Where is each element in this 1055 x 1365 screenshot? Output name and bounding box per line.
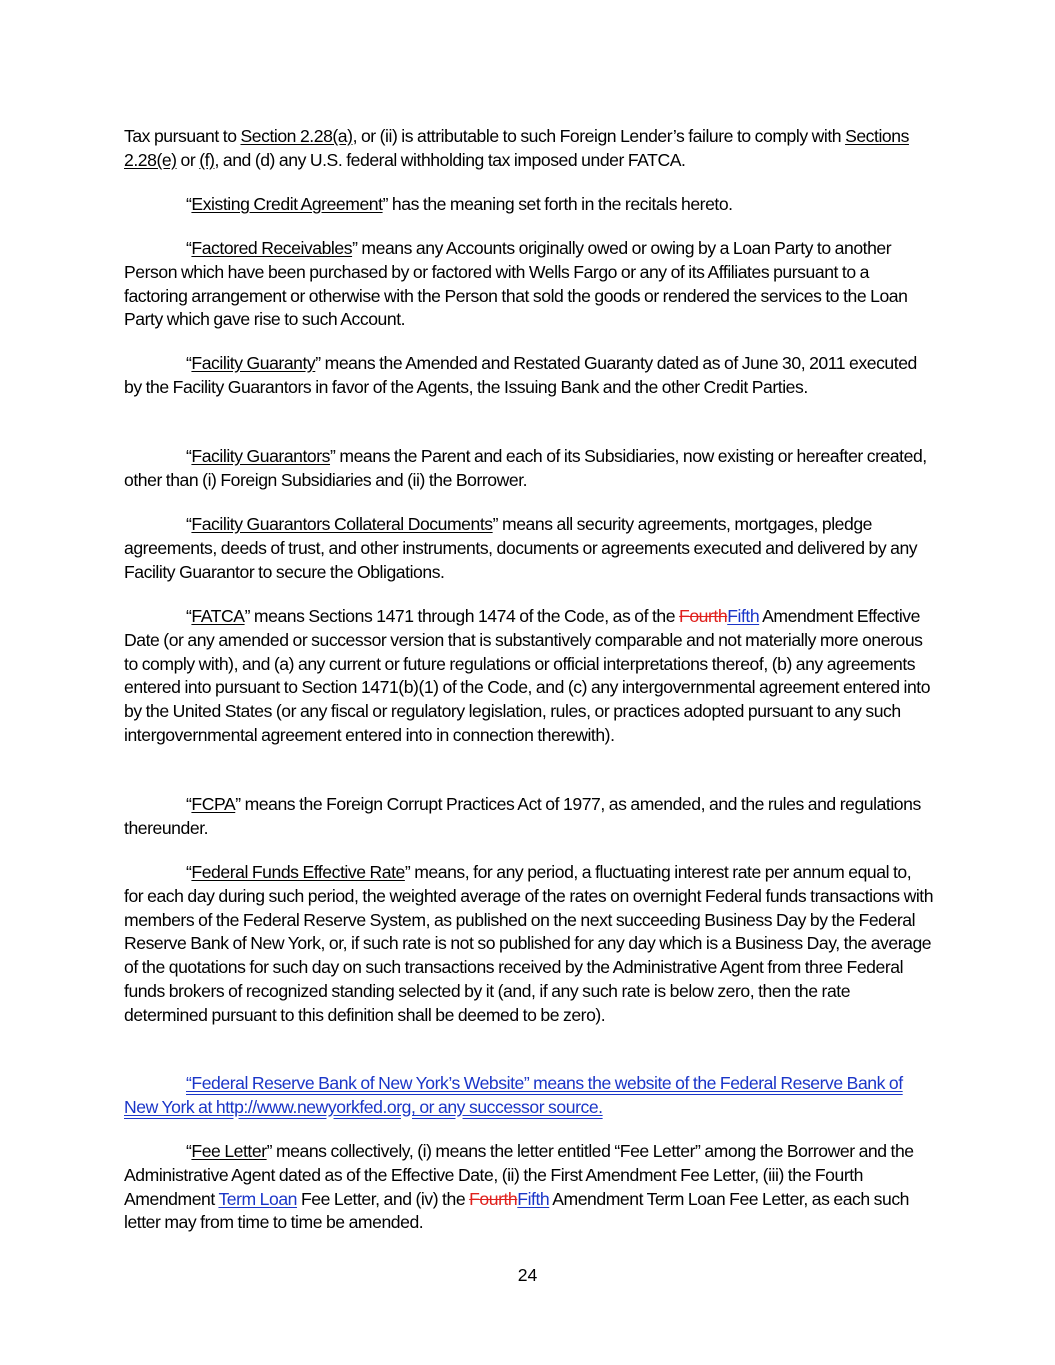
- inserted-text: Fifth: [517, 1188, 550, 1209]
- defined-term: Facility Guarantors: [191, 446, 331, 466]
- deleted-text: Fourth: [469, 1188, 518, 1209]
- defined-term: FATCA: [191, 606, 245, 626]
- inserted-definition-text: “Federal Reserve Bank of New York’s Website” means the website of the Federal Reserve Bank of New York at http://www.newyorkfed.org, or any successor source.: [124, 1073, 903, 1117]
- cross-reference-sections-2-28e[interactable]: Sections 2.28(e): [124, 126, 909, 170]
- definition-text: ” means, for any period, a fluctuating interest rate per annum equal to, for each day during such period, the weighted average of the rates on overnight Federal funds transactions with members of the Federal Reserve System, as published on the next succeeding Business Day by the Federal Reserve Bank of New York, or, if such rate is not so published for any day which is a Business Day, the average of the quotations for such day on such transactions received by the Administrative Agent from three Federal funds brokers of recognized standing selected by it (and, if any such rate is below zero, then the rate determined pursuant to this definition shall be deemed to be zero).: [124, 862, 934, 1025]
- quote: “: [186, 238, 192, 258]
- definition-text: ” means all security agreements, mortgages, pledge agreements, deeds of trust, and other instruments, documents or agreements executed and delivered by any Facility Guarantor to secure the Obligations.: [124, 514, 918, 582]
- text: , or (ii) is attributable to such Foreign Lender’s failure to comply with: [352, 126, 846, 146]
- quote: “: [186, 446, 192, 466]
- definition-text: Fee Letter, and (iv) the: [297, 1188, 470, 1209]
- quote: “: [186, 353, 192, 373]
- definition-federal-reserve-bank-website-inserted: [124, 1072, 934, 1120]
- quote: “: [186, 606, 192, 626]
- quote: “: [186, 794, 192, 814]
- definition-text: ” means collectively, (i) means the letter entitled “Fee Letter” among the Borrower and the Administrative Agent dated as of the Effective Date, (ii) the First Amendment Fee Letter, (iii) the Fourth Amendment: [124, 1141, 914, 1209]
- definition-text: Amendment Effective Date (or any amended or successor version that is substantively comparable and not materially more onerous to comply with), and (a) any current or future regulations or official interpretations thereof, (b) any agreements entered into pursuant to Section 1471(b)(1) of the Code, and (c) any intergovernmental agreement entered into by the United States (or any fiscal or regulatory legislation, rules, or practices adopted pursuant to any such intergovernmental agreement entered into in connection therewith).: [124, 606, 931, 745]
- page-number: 24: [517, 1265, 538, 1285]
- definition-facility-guarantors-collateral-documents: [124, 513, 934, 584]
- definition-text: ” means the Foreign Corrupt Practices Act of 1977, as amended, and the rules and regulations thereunder.: [124, 794, 921, 838]
- definition-facility-guaranty: [124, 352, 934, 400]
- paragraph-tax-continuation: [124, 125, 934, 173]
- text: , and (d) any U.S. federal withholding tax imposed under FATCA.: [214, 149, 686, 170]
- cross-reference-f[interactable]: (f): [199, 149, 215, 170]
- definition-text: Amendment Term Loan Fee Letter, as each such letter may from time to time be amended.: [124, 1188, 910, 1233]
- definition-fee-letter: [124, 1140, 934, 1235]
- quote: “: [186, 514, 192, 534]
- inserted-text: Fifth: [727, 606, 760, 626]
- definition-text: ” means Sections 1471 through 1474 of the Code, as of the: [244, 606, 680, 626]
- definition-factored-receivables: [124, 237, 934, 332]
- text: or: [176, 149, 200, 170]
- definition-existing-credit-agreement: [124, 193, 934, 217]
- defined-term: Federal Funds Effective Rate: [191, 862, 405, 882]
- defined-term: Existing Credit Agreement: [191, 194, 383, 214]
- deleted-text: Fourth: [679, 606, 728, 626]
- definition-federal-funds-effective-rate: [124, 861, 934, 1028]
- cross-reference-section-2-28a[interactable]: Section 2.28(a): [240, 126, 353, 146]
- quote: “: [186, 1141, 192, 1161]
- defined-term: Facility Guaranty: [191, 353, 316, 373]
- definition-text: ” has the meaning set forth in the recitals hereto.: [382, 194, 733, 214]
- definition-fatca: [124, 605, 934, 748]
- defined-term: Factored Receivables: [191, 238, 353, 258]
- definition-facility-guarantors: [124, 445, 934, 493]
- definition-text: ” means the Amended and Restated Guaranty dated as of June 30, 2011 executed by the Facility Guarantors in favor of the Agents, the Issuing Bank and the other Credit Parties.: [124, 353, 917, 397]
- definition-text: ” means the Parent and each of its Subsidiaries, now existing or hereafter created, other than (i) Foreign Subsidiaries and (ii) the Borrower.: [124, 446, 927, 490]
- quote: “: [186, 194, 192, 214]
- defined-term: Facility Guarantors Collateral Documents: [191, 514, 493, 534]
- inserted-text: Term Loan: [218, 1188, 298, 1209]
- quote: “: [186, 862, 192, 882]
- defined-term: FCPA: [191, 794, 236, 814]
- definition-text: ” means any Accounts originally owed or owing by a Loan Party to another Person which have been purchased by or factored with Wells Fargo or any of its Affiliates pursuant to a factoring arrangement or otherwise with the Person that sold the goods or rendered the services to the Loan Party which gave rise to such Account.: [124, 238, 908, 330]
- text: Tax pursuant to: [124, 126, 241, 146]
- definition-fcpa: [124, 793, 934, 841]
- defined-term: Fee Letter: [191, 1141, 267, 1161]
